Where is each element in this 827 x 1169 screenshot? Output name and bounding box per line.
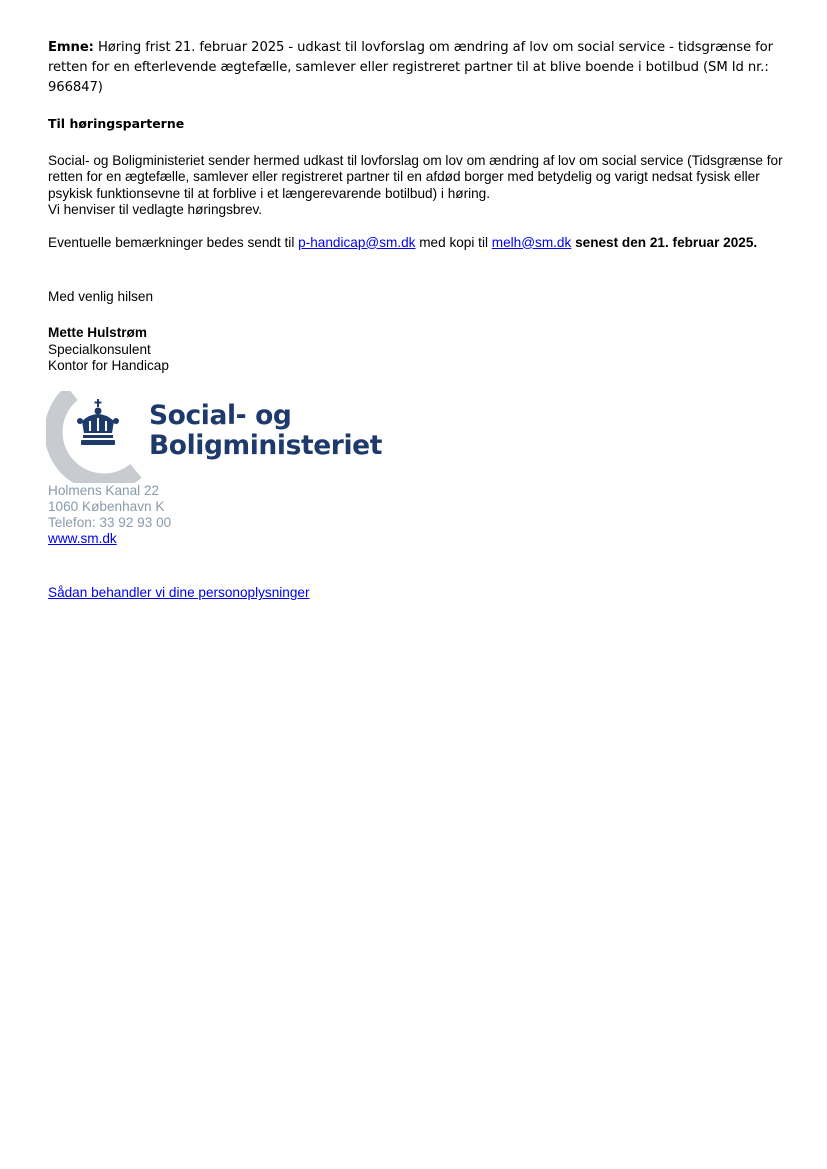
remarks-middle: med kopi til: [419, 234, 492, 250]
salutation-heading: Til høringsparterne: [48, 116, 185, 131]
email-link-primary[interactable]: p-handicap@sm.dk: [298, 234, 416, 250]
logo-wordmark: [149, 401, 382, 461]
website-link[interactable]: www.sm.dk: [48, 531, 117, 547]
address-street: Holmens Kanal 22: [48, 482, 160, 498]
subject-text: Høring frist 21. februar 2025 - udkast til lovforslag om ændring af lov om social service - tidsgrænse for retten for en efterlevende ægtefælle, samlever eller registreret partner til at blive boende i botilbud (SM Id nr.: 966847): [48, 40, 773, 95]
address-phone: Telefon: 33 92 93 00: [48, 515, 172, 531]
subject-label: Emne:: [48, 40, 94, 55]
logo-line-1: Social- og: [149, 399, 292, 431]
crown-arc-icon: [46, 391, 146, 483]
remarks-paragraph: [48, 235, 788, 251]
remarks-prefix: Eventuelle bemærkninger bedes sendt til: [48, 234, 299, 250]
sender-office: Kontor for Handicap: [48, 358, 169, 374]
greeting: Med venlig hilsen: [48, 289, 154, 305]
privacy-link[interactable]: Sådan behandler vi dine personoplysninger: [48, 585, 310, 601]
sender-title: Specialkonsulent: [48, 341, 151, 357]
email-link-copy[interactable]: melh@sm.dk: [491, 234, 572, 250]
body-paragraph-1: Social- og Boligministeriet sender hermed udkast til lovforslag om lov om ændring af lov om social service (Tidsgrænse for retten for en ægtefælle, samlever eller registreret partner til en afdød borger med betydelig og varigt nedsat fysisk eller psykisk funktionsevne til at forblive i et længerevarende botilbud) i høring.: [48, 153, 783, 201]
sender-name: Mette Hulstrøm: [48, 325, 147, 341]
subject-line: [48, 38, 788, 98]
address-city: 1060 København K: [48, 498, 165, 514]
email-document: [48, 38, 788, 602]
deadline-text: senest den 21. februar 2025.: [575, 234, 758, 250]
ministry-logo: [46, 391, 382, 483]
body-paragraph-2: Vi henviser til vedlagte høringsbrev.: [48, 202, 263, 218]
logo-line-2: Boligministeriet: [149, 429, 382, 461]
